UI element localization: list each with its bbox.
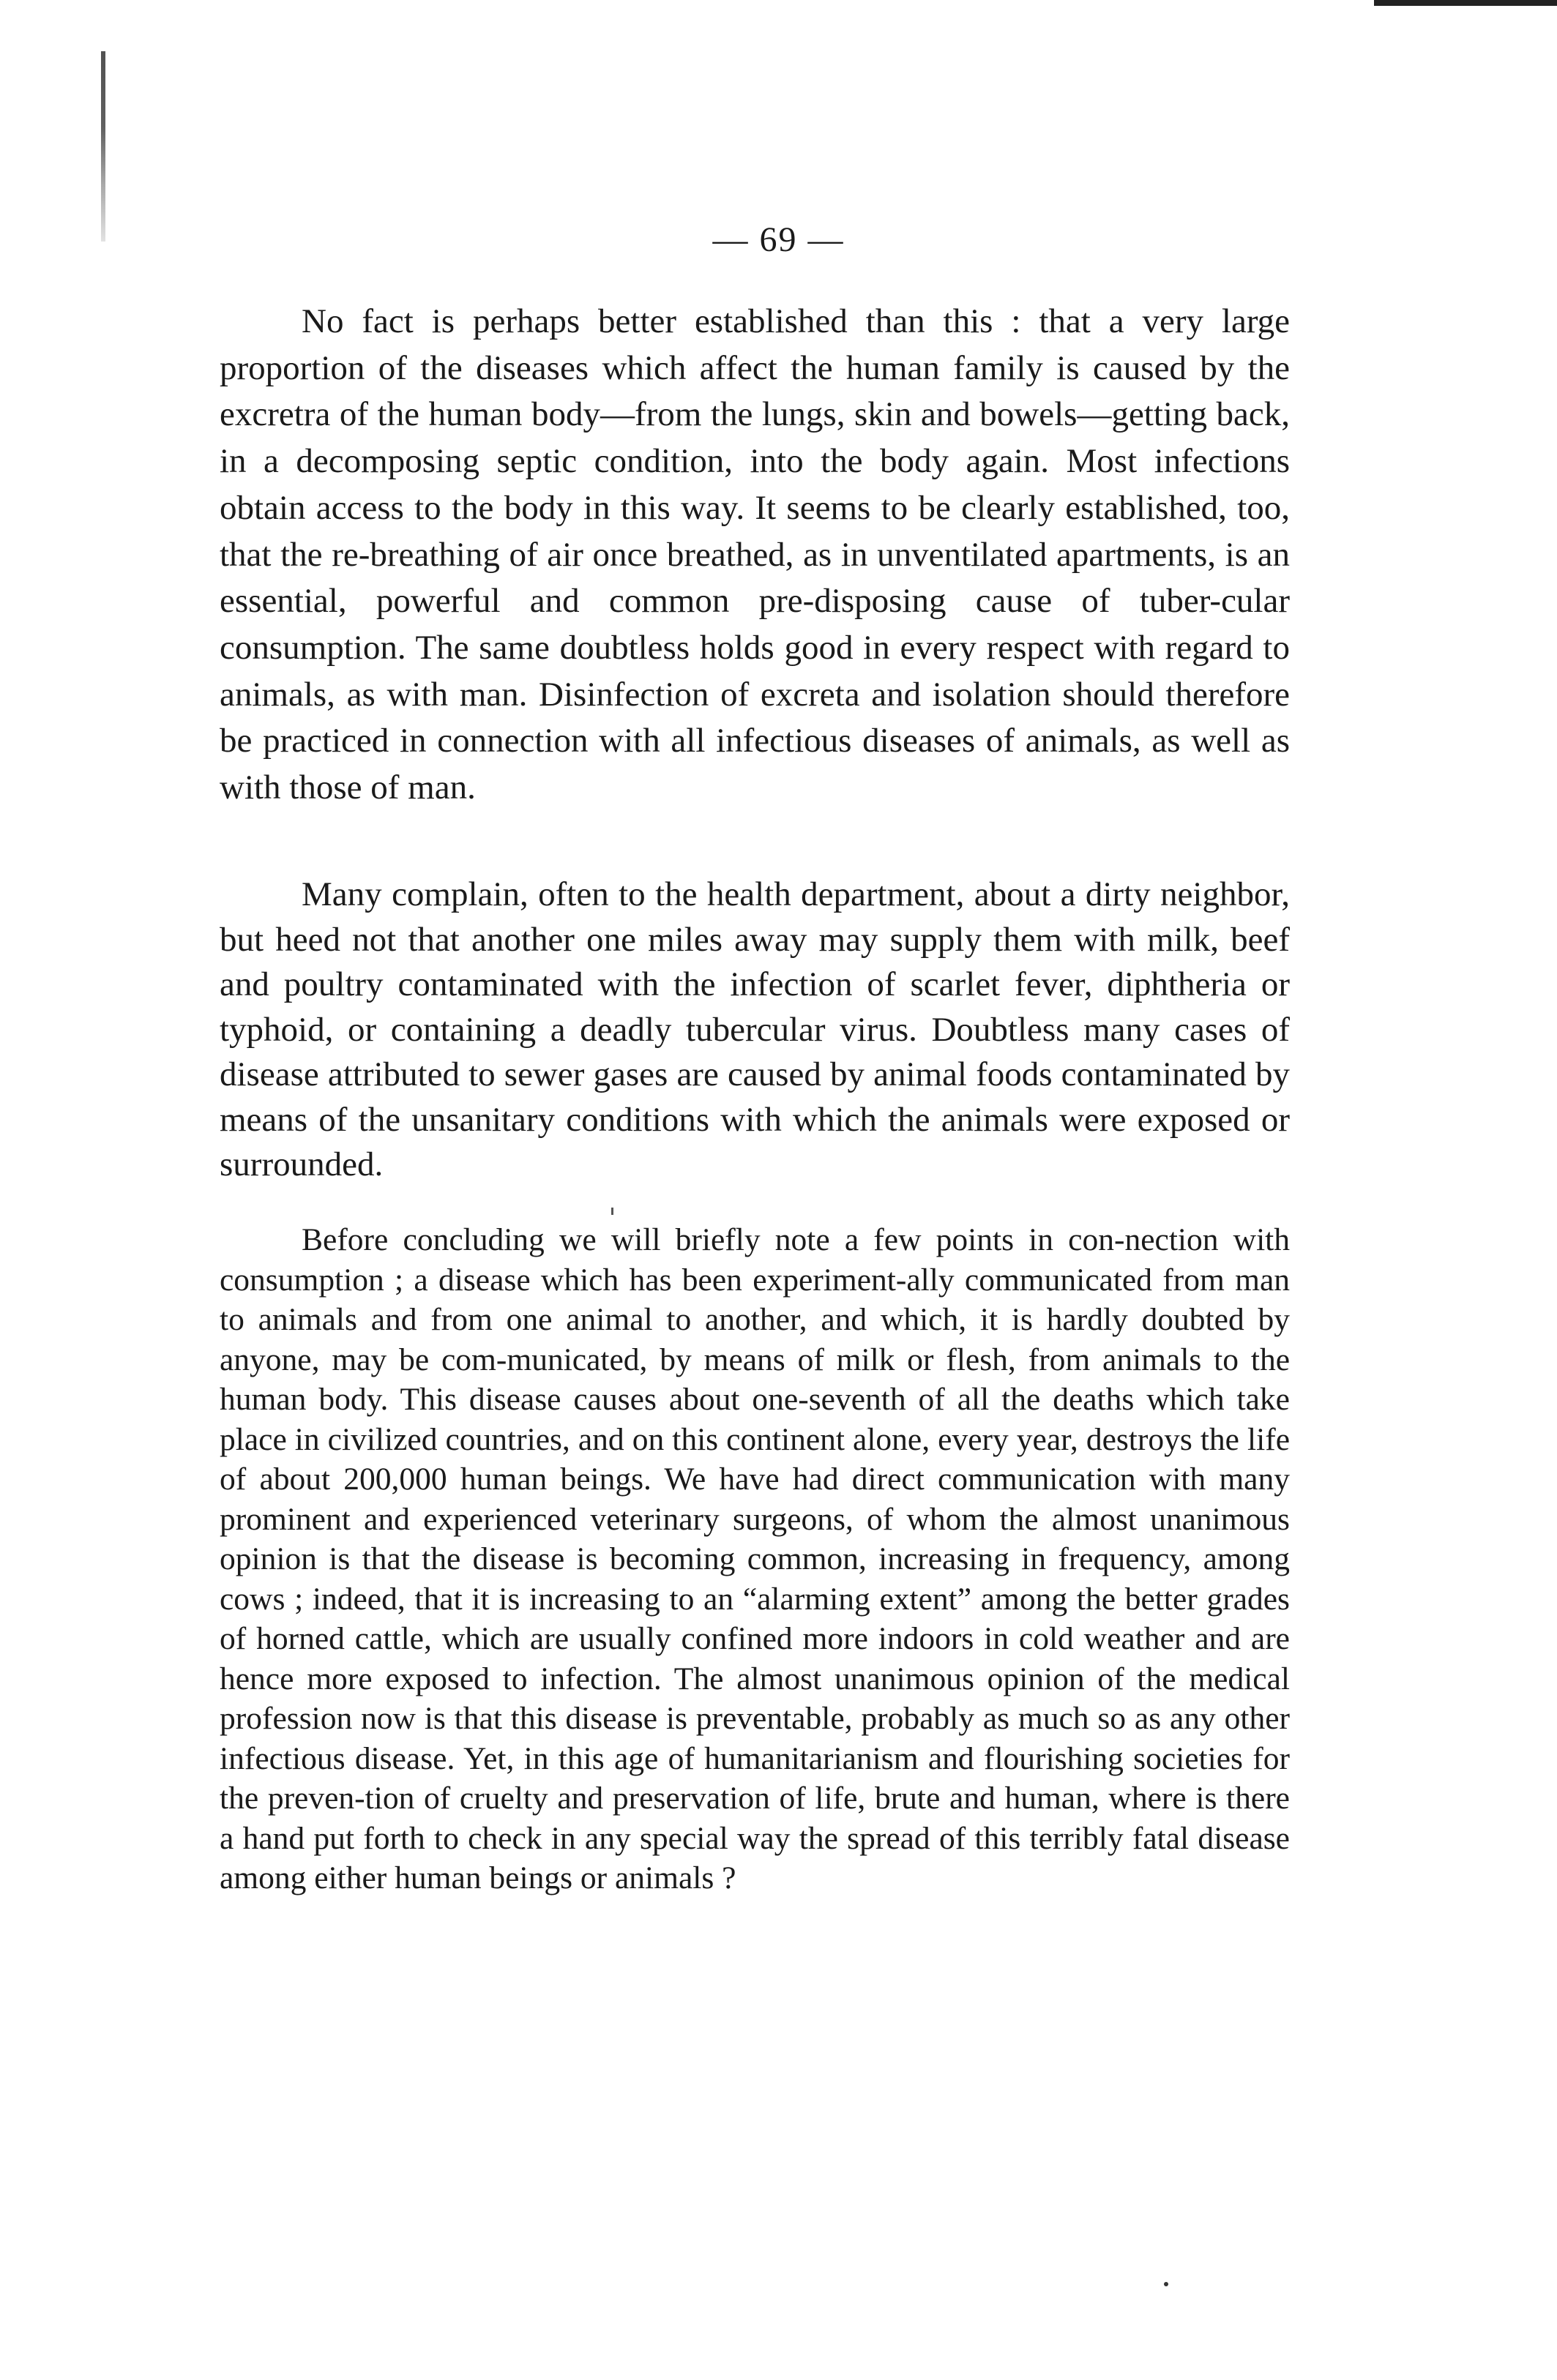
page-number: — 69 —: [712, 220, 845, 259]
scan-edge-mark: [101, 51, 105, 242]
scan-top-bar: [1374, 0, 1557, 6]
paragraph-3: Before concluding we will briefly note a few points in con-nection with consumption ; a disease which has been experiment-ally communicated from man to animals and from one animal to another, and which, it is hardly doubted by anyone, may be com-municated, by means of milk or flesh, from animals to the human body. This disease causes about one-seventh of all the deaths which take place in civilized countries, and on this continent alone, every year, destroys the life of about 200,000 human beings. We have had direct communication with many prominent and experienced veterinary surgeons, of whom the almost unanimous opinion is that the disease is becoming common, increasing in frequency, among cows ; indeed, that it is increasing to an “alarming extent” among the better grades of horned cattle, which are usually confined more indoors in cold weather and are hence more exposed to infection. The almost unanimous opinion of the medical profession now is that this disease is preventable, probably as much so as any other infectious disease. Yet, in this age of humanitarianism and flourishing societies for the preven-tion of cruelty and preservation of life, brute and human, where is there a hand put forth to check in any special way the spread of this terribly fatal disease among either human beings or animals ?: [220, 1222, 1290, 1896]
ink-dot: [1164, 2282, 1168, 2286]
ink-mark: [611, 1208, 613, 1215]
paragraph-1: No fact is perhaps better established than this : that a very large proportion of the diseases which affect the human family is caused by the excretra of the human body—from the lungs, skin and bowels—getting back, in a decomposing septic condition, into the body again. Most infections obtain access to the body in this way. It seems to be clearly established, too, that the re-breathing of air once breathed, as in unventilated apartments, is an essential, powerful and common pre-disposing cause of tuber-cular consumption. The same doubtless holds good in every respect with regard to animals, as with man. Disinfection of excreta and isolation should therefore be practiced in connection with all infectious diseases of animals, as well as with those of man.: [220, 302, 1290, 807]
paragraph-2: Many complain, often to the health department, about a dirty neighbor, but heed not that another one miles away may supply them with milk, beef and poultry contaminated with the infection of scarlet fever, diphtheria or typhoid, or containing a deadly tubercular virus. Doubtless many cases of disease attributed to sewer gases are caused by animal foods contaminated by means of the unsanitary conditions with which the animals were exposed or surrounded.: [220, 875, 1290, 1183]
